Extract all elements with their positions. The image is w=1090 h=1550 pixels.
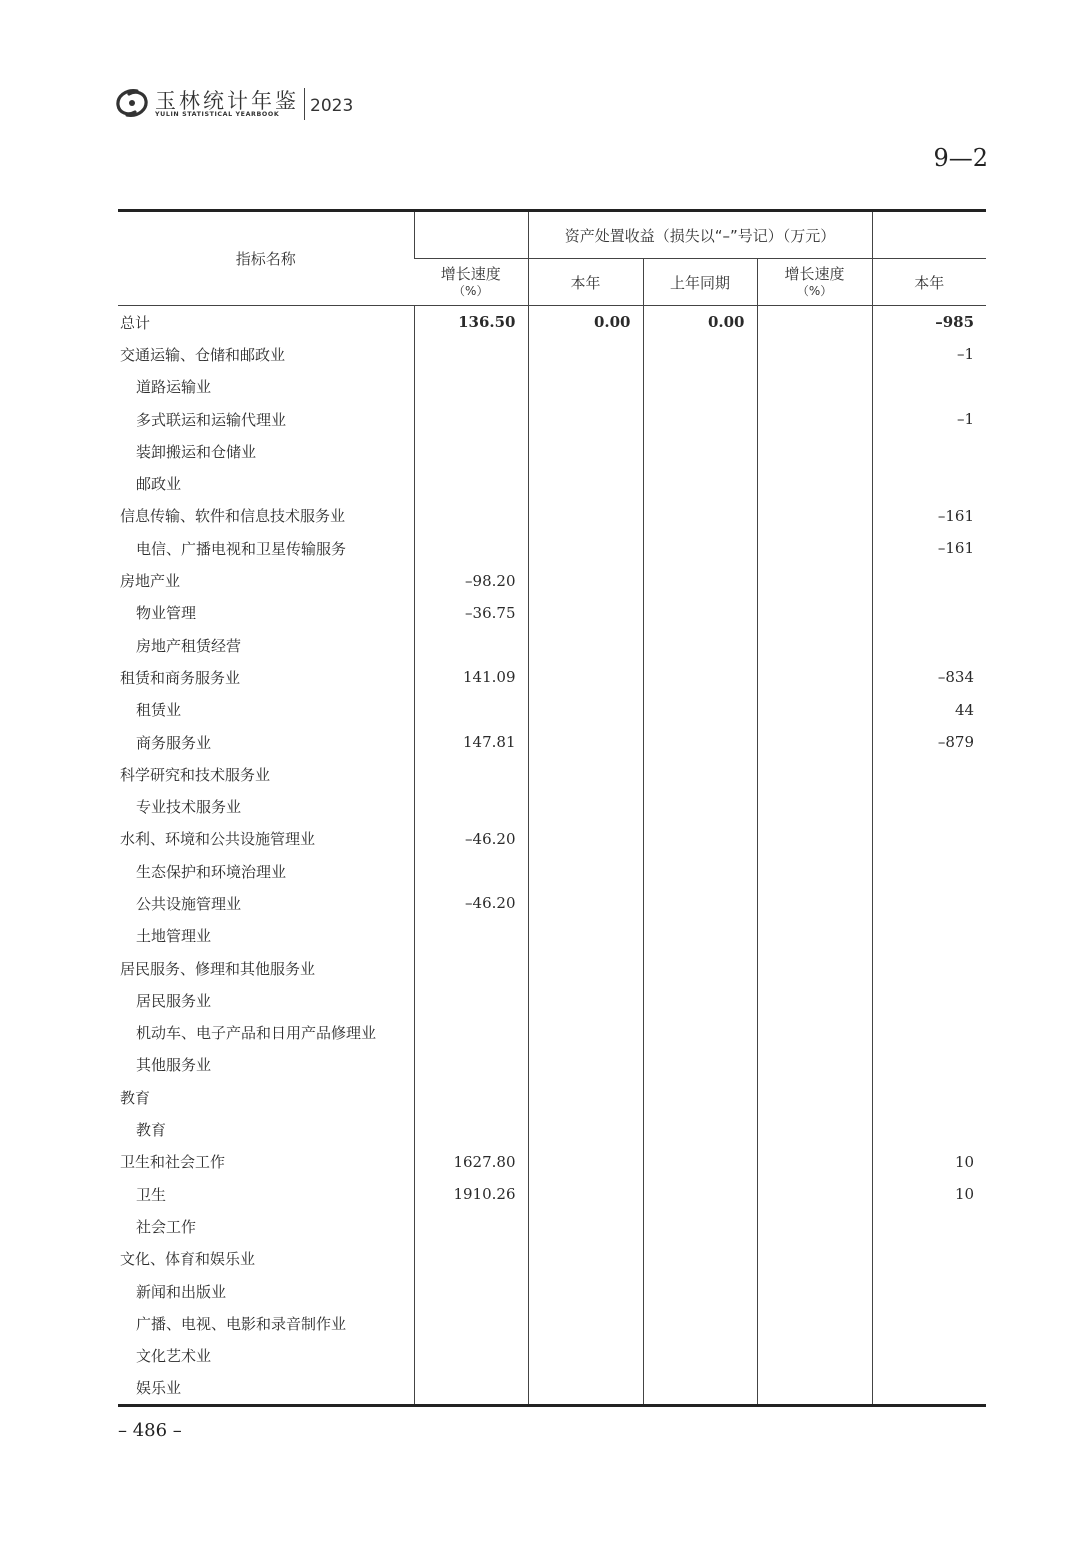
- value-cell-c3: [643, 597, 757, 629]
- table-row: [118, 564, 986, 596]
- table-row: [118, 467, 986, 499]
- value-cell-c4: [757, 1081, 872, 1113]
- value-cell-c3: [643, 726, 757, 758]
- value-cell-c2: [528, 1178, 643, 1210]
- value-cell-c2: [528, 500, 643, 532]
- value-cell-c2: [528, 661, 643, 693]
- value-cell-c5: [872, 887, 986, 919]
- indicator-name-cell: 居民服务、修理和其他服务业: [120, 959, 316, 978]
- table-row: [118, 500, 986, 532]
- yearbook-year: 2023: [310, 96, 354, 116]
- indicator-name-cell: 租赁和商务服务业: [120, 668, 241, 687]
- value-cell-c3: [643, 629, 757, 661]
- table-row: [118, 597, 986, 629]
- value-cell-c1: [414, 500, 528, 532]
- value-cell-c3: [643, 403, 757, 435]
- value-cell-c1: [414, 855, 528, 887]
- value-cell-c5: [872, 855, 986, 887]
- value-cell-c2: [528, 952, 643, 984]
- table-row: [118, 1307, 986, 1339]
- yearbook-title: 玉林统计年鉴: [155, 89, 299, 113]
- indicator-name-cell: 卫生和社会工作: [120, 1153, 226, 1172]
- header-indicator-name: 指标名称: [118, 211, 414, 306]
- value-cell-c4: [757, 726, 872, 758]
- value-cell-c3: [643, 1178, 757, 1210]
- value-cell-c4: [757, 1340, 872, 1372]
- value-cell-c5: [872, 435, 986, 467]
- value-cell-c5: [872, 1275, 986, 1307]
- page-number: – 486 –: [118, 1420, 182, 1441]
- indicator-name-cell: 水利、环境和公共设施管理业: [120, 830, 316, 849]
- value-cell-c5: –985: [872, 306, 986, 339]
- table-row: [118, 629, 986, 661]
- value-cell-c5: –161: [872, 532, 986, 564]
- indicator-name-cell: 文化艺术业: [136, 1347, 212, 1366]
- value-cell-c2: [528, 1081, 643, 1113]
- value-cell-c3: [643, 952, 757, 984]
- value-cell-c2: [528, 1275, 643, 1307]
- header-blank-right: [872, 211, 986, 259]
- value-cell-c1: [414, 467, 528, 499]
- value-cell-c4: [757, 694, 872, 726]
- value-cell-c1: 1910.26: [414, 1178, 528, 1210]
- value-cell-c4: [757, 1178, 872, 1210]
- value-cell-c3: [643, 887, 757, 919]
- value-cell-c2: [528, 694, 643, 726]
- value-cell-c4: [757, 790, 872, 822]
- value-cell-c2: [528, 1210, 643, 1242]
- value-cell-c1: [414, 1340, 528, 1372]
- indicator-name-cell: 租赁业: [136, 701, 182, 720]
- value-cell-c3: [643, 1275, 757, 1307]
- header-this-year-1: 本年: [528, 259, 643, 306]
- value-cell-c3: [643, 1113, 757, 1145]
- value-cell-c2: [528, 1049, 643, 1081]
- value-cell-c2: [528, 1017, 643, 1049]
- header-last-year-same-period: 上年同期: [643, 259, 757, 306]
- table-code: 9—2: [933, 144, 988, 172]
- value-cell-c2: [528, 855, 643, 887]
- value-cell-c3: [643, 1146, 757, 1178]
- indicator-name-cell: 新闻和出版业: [136, 1282, 227, 1301]
- value-cell-c1: 141.09: [414, 661, 528, 693]
- table-row: [118, 1113, 986, 1145]
- value-cell-c2: [528, 758, 643, 790]
- value-cell-c5: [872, 1307, 986, 1339]
- value-cell-c4: [757, 1017, 872, 1049]
- indicator-name-cell: 生态保护和环境治理业: [136, 862, 287, 881]
- value-cell-c2: [528, 920, 643, 952]
- value-cell-c4: [757, 338, 872, 370]
- value-cell-c1: [414, 1081, 528, 1113]
- value-cell-c1: [414, 920, 528, 952]
- value-cell-c2: [528, 1146, 643, 1178]
- value-cell-c5: –1: [872, 338, 986, 370]
- value-cell-c4: [757, 1275, 872, 1307]
- indicator-name-cell: 教育: [136, 1121, 167, 1140]
- table-row: [118, 1275, 986, 1307]
- value-cell-c1: [414, 1307, 528, 1339]
- value-cell-c4: [757, 1372, 872, 1406]
- value-cell-c2: [528, 564, 643, 596]
- value-cell-c5: [872, 952, 986, 984]
- value-cell-c4: [757, 403, 872, 435]
- value-cell-c4: [757, 952, 872, 984]
- value-cell-c2: [528, 597, 643, 629]
- value-cell-c5: [872, 823, 986, 855]
- indicator-name-cell: 卫生: [136, 1185, 167, 1204]
- value-cell-c5: [872, 1017, 986, 1049]
- value-cell-c1: [414, 371, 528, 403]
- value-cell-c1: [414, 403, 528, 435]
- value-cell-c3: [643, 1081, 757, 1113]
- value-cell-c5: –1: [872, 403, 986, 435]
- value-cell-c1: 1627.80: [414, 1146, 528, 1178]
- indicator-name-cell: 总计: [120, 313, 151, 332]
- table-row: [118, 1081, 986, 1113]
- value-cell-c5: [872, 371, 986, 403]
- value-cell-c4: [757, 597, 872, 629]
- header-growth-rate-1: 增长速度 （%）: [414, 259, 528, 306]
- value-cell-c5: –161: [872, 500, 986, 532]
- table-row: [118, 532, 986, 564]
- table-row: [118, 984, 986, 1016]
- value-cell-c4: [757, 564, 872, 596]
- indicator-name-cell: 房地产业: [120, 572, 181, 591]
- value-cell-c5: 44: [872, 694, 986, 726]
- value-cell-c1: [414, 532, 528, 564]
- table-body: [118, 306, 986, 1406]
- value-cell-c5: [872, 1340, 986, 1372]
- value-cell-c4: [757, 306, 872, 339]
- value-cell-c2: [528, 887, 643, 919]
- value-cell-c5: [872, 790, 986, 822]
- indicator-name-cell: 土地管理业: [136, 927, 212, 946]
- value-cell-c3: 0.00: [643, 306, 757, 339]
- table-row: [118, 790, 986, 822]
- value-cell-c5: 10: [872, 1146, 986, 1178]
- value-cell-c3: [643, 790, 757, 822]
- value-cell-c1: [414, 758, 528, 790]
- value-cell-c3: [643, 435, 757, 467]
- value-cell-c1: [414, 1017, 528, 1049]
- table-row: [118, 1372, 986, 1406]
- statistics-table: [118, 209, 986, 1407]
- value-cell-c3: [643, 338, 757, 370]
- table-row: [118, 1017, 986, 1049]
- table-row: [118, 694, 986, 726]
- value-cell-c4: [757, 467, 872, 499]
- header-growth-rate-2: 增长速度 （%）: [757, 259, 872, 306]
- table-row: [118, 661, 986, 693]
- value-cell-c1: –98.20: [414, 564, 528, 596]
- table-row: [118, 887, 986, 919]
- value-cell-c3: [643, 823, 757, 855]
- table-row: [118, 1340, 986, 1372]
- value-cell-c1: [414, 984, 528, 1016]
- value-cell-c5: 10: [872, 1178, 986, 1210]
- indicator-name-cell: 装卸搬运和仓储业: [136, 442, 257, 461]
- indicator-name-cell: 社会工作: [136, 1217, 197, 1236]
- value-cell-c1: [414, 338, 528, 370]
- value-cell-c1: [414, 1049, 528, 1081]
- indicator-name-cell: 房地产租赁经营: [136, 636, 242, 655]
- value-cell-c1: [414, 952, 528, 984]
- table-row: [118, 338, 986, 370]
- indicator-name-cell: 娱乐业: [136, 1379, 182, 1398]
- yearbook-logo-icon: [115, 88, 149, 118]
- value-cell-c4: [757, 629, 872, 661]
- header-divider: [304, 88, 305, 120]
- value-cell-c5: –879: [872, 726, 986, 758]
- table-row: [118, 952, 986, 984]
- value-cell-c1: [414, 1275, 528, 1307]
- value-cell-c4: [757, 1307, 872, 1339]
- value-cell-c3: [643, 694, 757, 726]
- value-cell-c1: [414, 629, 528, 661]
- value-cell-c3: [643, 564, 757, 596]
- table-row: [118, 403, 986, 435]
- value-cell-c4: [757, 1210, 872, 1242]
- table-row: [118, 371, 986, 403]
- indicator-name-cell: 科学研究和技术服务业: [120, 765, 271, 784]
- value-cell-c5: [872, 564, 986, 596]
- value-cell-c4: [757, 435, 872, 467]
- table-row: [118, 823, 986, 855]
- indicator-name-cell: 信息传输、软件和信息技术服务业: [120, 507, 346, 526]
- value-cell-c1: [414, 1210, 528, 1242]
- value-cell-c5: [872, 597, 986, 629]
- value-cell-c4: [757, 1243, 872, 1275]
- indicator-name-cell: 电信、广播电视和卫星传输服务: [136, 539, 347, 558]
- indicator-name-cell: 道路运输业: [136, 378, 212, 397]
- table-row: [118, 1243, 986, 1275]
- value-cell-c3: [643, 532, 757, 564]
- value-cell-c4: [757, 1146, 872, 1178]
- value-cell-c5: [872, 629, 986, 661]
- value-cell-c4: [757, 984, 872, 1016]
- indicator-name-cell: 机动车、电子产品和日用产品修理业: [136, 1024, 377, 1043]
- indicator-name-cell: 文化、体育和娱乐业: [120, 1250, 256, 1269]
- value-cell-c5: [872, 1372, 986, 1406]
- value-cell-c2: 0.00: [528, 306, 643, 339]
- value-cell-c4: [757, 823, 872, 855]
- value-cell-c4: [757, 532, 872, 564]
- value-cell-c1: 147.81: [414, 726, 528, 758]
- value-cell-c2: [528, 403, 643, 435]
- value-cell-c2: [528, 790, 643, 822]
- value-cell-c5: [872, 758, 986, 790]
- indicator-name-cell: 公共设施管理业: [136, 894, 242, 913]
- value-cell-c2: [528, 1372, 643, 1406]
- value-cell-c2: [528, 1307, 643, 1339]
- indicator-name-cell: 其他服务业: [136, 1056, 212, 1075]
- value-cell-c3: [643, 1210, 757, 1242]
- value-cell-c3: [643, 500, 757, 532]
- value-cell-c5: [872, 920, 986, 952]
- value-cell-c1: –46.20: [414, 887, 528, 919]
- value-cell-c1: –46.20: [414, 823, 528, 855]
- value-cell-c5: [872, 1210, 986, 1242]
- table-row: [118, 920, 986, 952]
- table-row: [118, 306, 986, 339]
- value-cell-c4: [757, 500, 872, 532]
- value-cell-c3: [643, 371, 757, 403]
- value-cell-c2: [528, 1113, 643, 1145]
- indicator-name-cell: 邮政业: [136, 475, 182, 494]
- value-cell-c2: [528, 371, 643, 403]
- value-cell-c2: [528, 726, 643, 758]
- value-cell-c2: [528, 435, 643, 467]
- value-cell-c4: [757, 1049, 872, 1081]
- value-cell-c1: [414, 694, 528, 726]
- value-cell-c4: [757, 887, 872, 919]
- value-cell-c4: [757, 758, 872, 790]
- value-cell-c1: 136.50: [414, 306, 528, 339]
- value-cell-c3: [643, 1049, 757, 1081]
- value-cell-c2: [528, 629, 643, 661]
- indicator-name-cell: 交通运输、仓储和邮政业: [120, 345, 286, 364]
- value-cell-c3: [643, 661, 757, 693]
- value-cell-c2: [528, 823, 643, 855]
- value-cell-c3: [643, 1243, 757, 1275]
- value-cell-c2: [528, 532, 643, 564]
- value-cell-c4: [757, 661, 872, 693]
- header-asset-disposal-group: 资产处置收益（损失以“–”号记）（万元）: [528, 211, 872, 259]
- value-cell-c3: [643, 920, 757, 952]
- value-cell-c2: [528, 1340, 643, 1372]
- value-cell-c2: [528, 338, 643, 370]
- value-cell-c2: [528, 984, 643, 1016]
- header-blank-left: [414, 211, 528, 259]
- value-cell-c5: [872, 467, 986, 499]
- table-row: [118, 1178, 986, 1210]
- indicator-name-cell: 多式联运和运输代理业: [136, 410, 287, 429]
- value-cell-c4: [757, 855, 872, 887]
- value-cell-c1: [414, 1113, 528, 1145]
- value-cell-c1: [414, 435, 528, 467]
- indicator-name-cell: 商务服务业: [136, 733, 212, 752]
- indicator-name-cell: 专业技术服务业: [136, 798, 242, 817]
- table-row: [118, 1210, 986, 1242]
- value-cell-c4: [757, 1113, 872, 1145]
- yearbook-subtitle: YULIN STATISTICAL YEARBOOK: [155, 111, 280, 118]
- value-cell-c5: [872, 1049, 986, 1081]
- value-cell-c4: [757, 371, 872, 403]
- table-row: [118, 1146, 986, 1178]
- value-cell-c1: [414, 1372, 528, 1406]
- value-cell-c3: [643, 758, 757, 790]
- value-cell-c5: –834: [872, 661, 986, 693]
- value-cell-c4: [757, 920, 872, 952]
- header-this-year-2: 本年: [872, 259, 986, 306]
- indicator-name-cell: 教育: [120, 1088, 151, 1107]
- value-cell-c3: [643, 855, 757, 887]
- table-row: [118, 726, 986, 758]
- value-cell-c1: –36.75: [414, 597, 528, 629]
- value-cell-c5: [872, 984, 986, 1016]
- value-cell-c3: [643, 1340, 757, 1372]
- value-cell-c5: [872, 1113, 986, 1145]
- value-cell-c5: [872, 1243, 986, 1275]
- indicator-name-cell: 广播、电视、电影和录音制作业: [136, 1314, 347, 1333]
- table-row: [118, 435, 986, 467]
- value-cell-c5: [872, 1081, 986, 1113]
- table-row: [118, 1049, 986, 1081]
- value-cell-c3: [643, 1017, 757, 1049]
- table-row: [118, 758, 986, 790]
- value-cell-c2: [528, 467, 643, 499]
- value-cell-c3: [643, 1307, 757, 1339]
- value-cell-c1: [414, 790, 528, 822]
- indicator-name-cell: 居民服务业: [136, 991, 212, 1010]
- value-cell-c3: [643, 467, 757, 499]
- table-row: [118, 855, 986, 887]
- indicator-name-cell: 物业管理: [136, 604, 197, 623]
- value-cell-c3: [643, 1372, 757, 1406]
- value-cell-c3: [643, 984, 757, 1016]
- value-cell-c2: [528, 1243, 643, 1275]
- value-cell-c1: [414, 1243, 528, 1275]
